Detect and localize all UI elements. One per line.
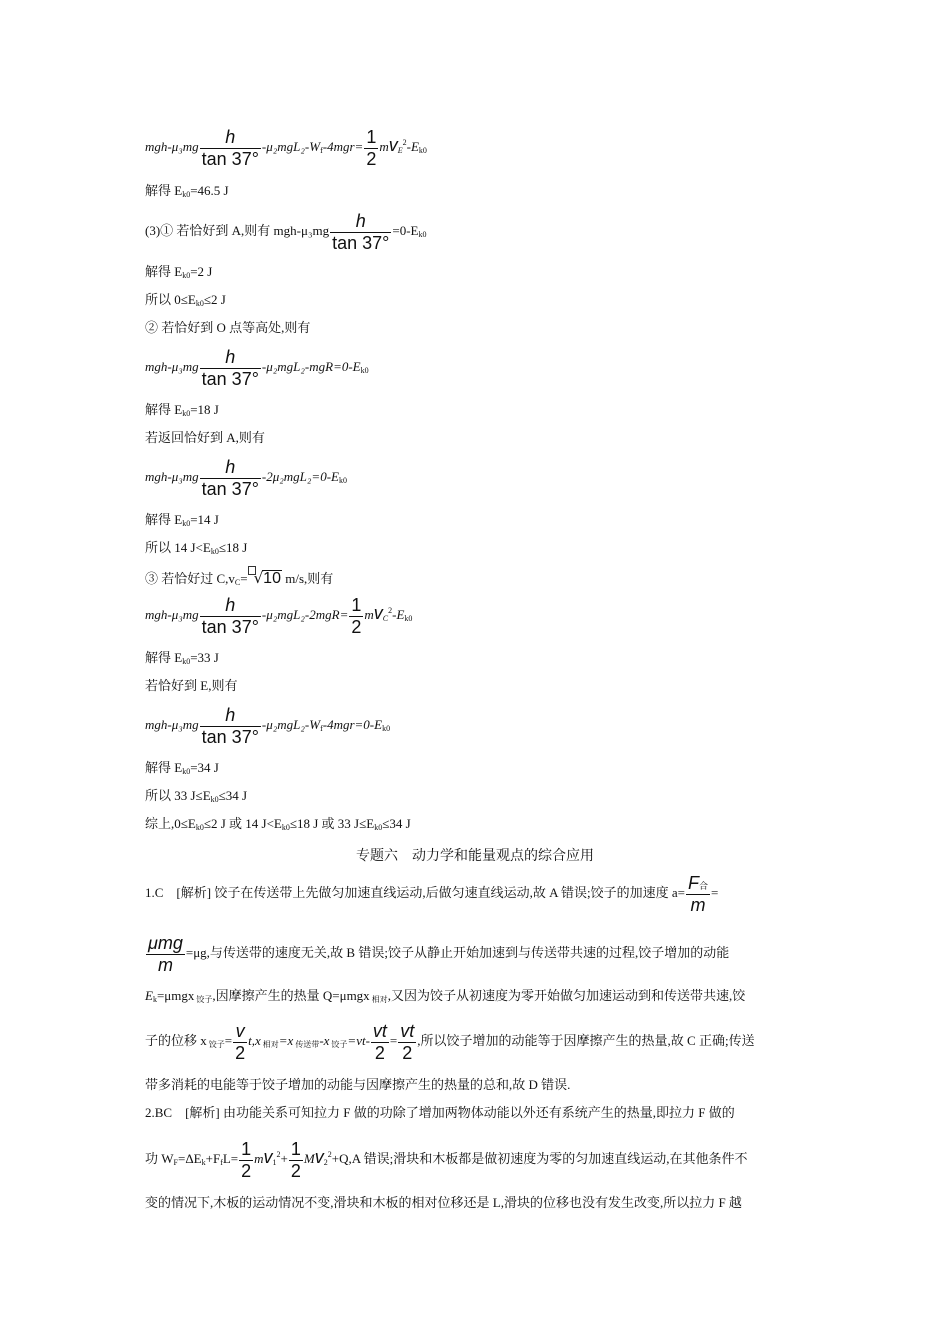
fraction-numerator: μmg	[148, 933, 183, 953]
text: =	[710, 884, 719, 900]
fraction-numerator: 1	[290, 1139, 301, 1159]
subscript: k0	[195, 299, 204, 308]
q2-line-3	[145, 1195, 742, 1211]
text: =2 J	[190, 264, 213, 279]
equation-text: mgh-μ₃mg	[145, 606, 199, 622]
subscript: E	[397, 145, 403, 155]
fraction-numerator: vt	[372, 1021, 387, 1041]
text-line-19	[145, 788, 247, 808]
text: ,又因为饺子从初速度为零开始做匀加速运动到和传送带共速,饺	[387, 988, 746, 1003]
text-line-15	[145, 650, 219, 670]
text: ② 若恰好到 O 点等高处,则有	[145, 320, 311, 335]
q1-line-5	[145, 1077, 570, 1093]
text: 解得 E	[145, 402, 183, 417]
text: =0-E	[392, 222, 419, 238]
fraction	[200, 128, 261, 168]
text: 2.BC [解析] 由功能关系可知拉力 F 做的功除了增加两物体动能以外还有系统产生的热量,即拉力 F 做的	[145, 1105, 735, 1120]
equation-line-1	[145, 128, 427, 168]
fraction-denominator: 2	[402, 1043, 413, 1063]
subscript: k0	[281, 823, 290, 832]
fraction	[289, 1140, 303, 1180]
text: m/s,则有	[281, 571, 334, 586]
superscript: 2	[402, 137, 407, 147]
text: ③ 若恰好过 C,v	[145, 571, 235, 586]
text: =33 J	[190, 650, 219, 665]
subscript: k0	[338, 475, 347, 485]
superscript: 2	[276, 1149, 281, 1159]
q2-line-2	[145, 1140, 748, 1180]
fraction-numerator: 1	[351, 595, 362, 615]
subscript: k0	[182, 657, 191, 666]
fraction	[200, 458, 261, 498]
text: 解得 E	[145, 183, 183, 198]
text: 带多消耗的电能等于饺子增加的动能与因摩擦产生的热量的总和,故 D 错误.	[145, 1077, 571, 1092]
subscript: f	[320, 723, 323, 733]
fraction-denominator: tan 37°	[201, 479, 259, 499]
text: ≤2 J	[203, 292, 226, 307]
text: ≤2 J 或 14 J<E	[203, 816, 282, 831]
velocity-symbol: v	[373, 602, 383, 623]
subscript: k0	[182, 190, 191, 199]
text: +F	[205, 1150, 221, 1166]
text-line-5	[145, 292, 226, 312]
equation-text: m	[379, 138, 389, 154]
fraction	[371, 1022, 389, 1062]
subscript: k0	[182, 409, 191, 418]
fraction-numerator: 1	[366, 127, 377, 147]
subscript: k	[152, 995, 157, 1004]
equation-line-10	[145, 458, 347, 498]
subscript: k0	[374, 823, 383, 832]
subscript: C	[382, 613, 389, 623]
fraction-numerator	[686, 874, 710, 895]
superscript: 2	[388, 605, 393, 615]
subscript: k	[201, 1157, 206, 1167]
text: +	[280, 1150, 288, 1166]
text: =	[389, 1032, 398, 1048]
text: 功 W	[145, 1150, 174, 1166]
fraction-numerator: h	[200, 458, 261, 479]
text: 所以 14 J<E	[145, 540, 211, 555]
fraction-numerator: vt	[400, 1021, 415, 1041]
subscript: 饺子	[329, 1039, 348, 1049]
fraction-denominator: tan 37°	[201, 369, 259, 389]
text-line-9	[145, 430, 265, 446]
equation-text: -μ₂mgL₂-2mgR=	[261, 606, 349, 622]
text: 综上,0≤E	[145, 816, 196, 831]
text: +Q,A 错误;滑块和木板都是做初速度为零的匀加速直线运动,在其他条件不	[331, 1150, 748, 1166]
equation-text: mgh-μ₃mg	[145, 468, 199, 484]
text: =ΔE	[177, 1150, 202, 1166]
subscript: k0	[360, 365, 369, 375]
subscript: 相对	[369, 995, 388, 1004]
fraction-denominator: 2	[290, 1161, 301, 1181]
q1-line-4	[145, 1022, 755, 1062]
text: L=	[222, 1150, 239, 1166]
fraction	[349, 596, 363, 636]
equation-text: -2μ₂mgL₂=0-E	[261, 468, 339, 484]
text: =	[224, 1032, 233, 1048]
text: E	[145, 988, 153, 1003]
equation-text: -E	[392, 606, 405, 622]
text: =34 J	[190, 760, 219, 775]
text: 解得 E	[145, 760, 183, 775]
text-line-4	[145, 264, 212, 284]
text: ,所以饺子增加的动能等于因摩擦产生的热量,故 C 正确;传送	[417, 1032, 755, 1048]
fraction	[686, 874, 710, 914]
text: =18 J	[190, 402, 219, 417]
subscript: f	[320, 145, 323, 155]
subscript: k0	[404, 613, 413, 623]
fraction	[330, 212, 391, 252]
subscript: 饺子	[206, 1039, 225, 1049]
equation-line-14	[145, 596, 412, 636]
fraction	[364, 128, 378, 168]
equation-line-7	[145, 348, 369, 388]
text: ≤34 J	[382, 816, 411, 831]
text: =	[240, 571, 248, 586]
text: 1.C [解析] 饺子在传送带上先做匀加速直线运动,后做匀速直线运动,故 A 错误;饺子的加速度 a=	[145, 884, 685, 900]
subscript: 2	[323, 1157, 328, 1167]
text: 变的情况下,木板的运动情况不变,滑块和木板的相对位移还是 L,滑块的位移也没有发生改变,所以拉力 F 越	[145, 1195, 742, 1210]
fraction-denominator: m	[157, 955, 173, 975]
subscript: f	[220, 1157, 223, 1167]
text: -x	[319, 1032, 330, 1048]
fraction	[200, 596, 261, 636]
equation-line-3	[145, 212, 426, 252]
fraction-denominator: 2	[235, 1043, 246, 1063]
q1-line-2	[145, 934, 729, 974]
subscript: F	[173, 1157, 178, 1167]
superscript: 2	[327, 1149, 332, 1159]
text: 若返回恰好到 A,则有	[145, 430, 265, 445]
fraction-numerator: v	[233, 1022, 247, 1043]
equation-text: mgh-μ₃mg	[145, 138, 199, 154]
fraction	[239, 1140, 253, 1180]
equation-text: -4mgr=	[322, 138, 364, 154]
equation-text: m	[364, 606, 374, 622]
subscript: k0	[382, 723, 391, 733]
subscript: 传送带	[293, 1039, 320, 1049]
text: (3)① 若恰好到 A,则有 mgh-μ₃mg	[145, 222, 330, 238]
fraction-denominator: 2	[351, 617, 362, 637]
text-line-18	[145, 760, 219, 780]
text-line-12	[145, 540, 247, 560]
velocity-symbol: v	[388, 134, 398, 155]
text: 子的位移 x	[145, 1032, 207, 1048]
q2-line-1	[145, 1105, 735, 1121]
fraction-numerator: h	[200, 706, 261, 727]
text: =x	[278, 1032, 294, 1048]
text-line-16	[145, 678, 237, 694]
equation-text: mgh-μ₃mg	[145, 358, 199, 374]
text: ≤18 J 或 33 J≤E	[289, 816, 375, 831]
text: ≤18 J	[218, 540, 248, 555]
fraction-numerator: 1	[241, 1139, 252, 1159]
equation-text: -μ₂mgL₂-mgR=0-E	[261, 358, 361, 374]
section-heading: 专题六 动力学和能量观点的综合应用	[356, 849, 594, 864]
subscript: k0	[210, 795, 219, 804]
text: =vt-	[347, 1032, 370, 1048]
fraction-denominator: 2	[366, 149, 377, 169]
fraction-denominator: 2	[374, 1043, 385, 1063]
text: m	[254, 1150, 264, 1166]
subscript: k0	[195, 823, 204, 832]
fraction	[200, 706, 261, 746]
text: =46.5 J	[190, 183, 229, 198]
subscript: C	[234, 578, 241, 587]
fraction	[200, 348, 261, 388]
text-line-11	[145, 512, 219, 532]
subscript: k0	[182, 271, 191, 280]
fraction-numerator: h	[330, 212, 391, 233]
fraction	[233, 1022, 247, 1062]
velocity-symbol: v	[314, 1146, 324, 1167]
q1-line-1	[145, 874, 718, 914]
text: =μg,与传送带的速度无关,故 B 错误;饺子从静止开始加速到与传送带共速的过程,饺子增加的动能	[185, 944, 730, 960]
subscript: k0	[182, 519, 191, 528]
subscript: k0	[418, 229, 427, 239]
subscript: k0	[418, 145, 427, 155]
equation-text: mgh-μ₃mg	[145, 716, 199, 732]
fraction-numerator: h	[200, 128, 261, 149]
fraction-numerator: h	[200, 348, 261, 369]
subscript: 合	[698, 882, 708, 892]
fraction-numerator: h	[200, 596, 261, 617]
subscript: k0	[182, 767, 191, 776]
q1-line-3	[145, 988, 745, 1008]
equation-text: -μ₂mgL₂-W	[261, 716, 321, 732]
text: 若恰好到 E,则有	[145, 678, 238, 693]
fraction-denominator: tan 37°	[201, 617, 259, 637]
fraction-denominator: tan 37°	[201, 149, 259, 169]
text: t,x	[248, 1032, 261, 1048]
fraction-denominator: tan 37°	[332, 233, 390, 253]
fraction	[146, 934, 185, 974]
text: 所以 0≤E	[145, 292, 196, 307]
velocity-symbol: v	[263, 1146, 273, 1167]
text: 所以 33 J≤E	[145, 788, 211, 803]
text: 解得 E	[145, 650, 183, 665]
square-root-icon: √	[253, 569, 264, 587]
fraction	[398, 1022, 416, 1062]
text: 解得 E	[145, 264, 183, 279]
equation-line-17	[145, 706, 390, 746]
equation-text: -E	[406, 138, 419, 154]
equation-text: -4mgr=0-E	[322, 716, 383, 732]
text: 解得 E	[145, 512, 183, 527]
text: ≤34 J	[218, 788, 248, 803]
text-line-20	[145, 816, 411, 836]
subscript: 相对	[260, 1039, 279, 1049]
fraction-denominator: tan 37°	[201, 727, 259, 747]
fraction-denominator: m	[690, 895, 706, 915]
fraction-denominator: 2	[241, 1161, 252, 1181]
text-line-8	[145, 402, 219, 422]
text: =μmgx	[156, 988, 195, 1003]
subscript: k0	[210, 547, 219, 556]
text-line-2	[145, 183, 229, 203]
equation-text: -μ₂mgL₂-W	[261, 138, 321, 154]
text: ,因摩擦产生的热量 Q=μmgx	[212, 988, 370, 1003]
subscript: 饺子	[194, 995, 213, 1004]
radicand: 10	[263, 570, 281, 587]
text-line-13	[145, 566, 333, 591]
text: M	[303, 1150, 315, 1166]
numerator-symbol: F	[687, 873, 699, 893]
text-line-6	[145, 320, 310, 336]
text: =14 J	[190, 512, 219, 527]
subscript: 1	[272, 1157, 277, 1167]
